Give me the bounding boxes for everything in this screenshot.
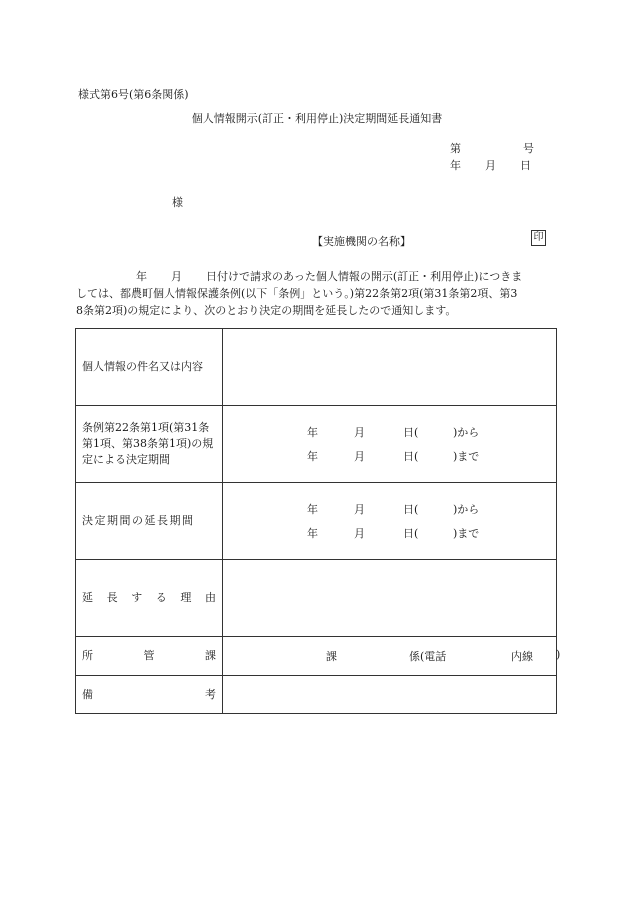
agency-name: 【実施機関の名称】 bbox=[312, 235, 411, 248]
table-row-remarks bbox=[76, 676, 557, 714]
period-day: 日( bbox=[403, 503, 419, 516]
decision-period-until bbox=[223, 448, 556, 464]
extension-period-label: 決定期間の延長期間 bbox=[76, 483, 223, 560]
period-year: 年 bbox=[307, 426, 318, 439]
decision-period-label: 条例第22条第1項(第31条第1項、第38条第1項)の規定による決定期間 bbox=[76, 406, 223, 483]
period-until: )まで bbox=[453, 527, 480, 540]
period-year: 年 bbox=[307, 503, 318, 516]
remarks-label: 備 考 bbox=[76, 676, 223, 714]
body-line-1-text: 日付けで請求のあった個人情報の開示(訂正・利用停止)につきま bbox=[206, 270, 523, 283]
body-line-2: しては、都農町個人情報保護条例(以下「条例」という。)第22条第2項(第31条第2項、第3 bbox=[76, 287, 518, 300]
body-line-1 bbox=[76, 268, 558, 285]
issue-date-day: 日 bbox=[520, 159, 531, 172]
form-number-label: 様式第6号(第6条関係) bbox=[78, 88, 189, 101]
period-month: 月 bbox=[354, 503, 365, 516]
extension-period-from bbox=[223, 501, 556, 517]
extension-period-value bbox=[223, 483, 557, 560]
department-value bbox=[223, 637, 561, 676]
issue-date-month: 月 bbox=[485, 159, 496, 172]
notice-body bbox=[76, 268, 558, 319]
decision-period-from bbox=[223, 424, 556, 440]
table-row-decision-period bbox=[76, 406, 557, 483]
period-year: 年 bbox=[307, 527, 318, 540]
body-year: 年 bbox=[136, 270, 147, 283]
document-number bbox=[450, 140, 534, 156]
notice-table bbox=[75, 328, 561, 714]
addressee: 様 bbox=[172, 196, 183, 209]
period-from: )から bbox=[453, 503, 480, 516]
issue-date-year: 年 bbox=[450, 159, 461, 172]
table-row-reason bbox=[76, 560, 557, 637]
period-from: )から bbox=[453, 426, 480, 439]
period-month: 月 bbox=[354, 450, 365, 463]
period-until: )まで bbox=[453, 450, 480, 463]
document-title: 個人情報開示(訂正・利用停止)決定期間延長通知書 bbox=[191, 112, 443, 125]
dept-section: 課 bbox=[326, 650, 337, 663]
issue-date bbox=[450, 157, 531, 173]
seal-mark: 印 bbox=[531, 230, 546, 246]
subject-value bbox=[223, 329, 557, 406]
period-month: 月 bbox=[354, 527, 365, 540]
body-line-3: 8条第2項)の規定により、次のとおり決定の期間を延長したので通知します。 bbox=[76, 304, 457, 317]
department-label: 所 管 課 bbox=[76, 637, 223, 676]
period-month: 月 bbox=[354, 426, 365, 439]
period-year: 年 bbox=[307, 450, 318, 463]
body-month: 月 bbox=[171, 270, 182, 283]
document-number-prefix: 第 bbox=[450, 142, 461, 155]
subject-label: 個人情報の件名又は内容 bbox=[76, 329, 223, 406]
period-day: 日( bbox=[403, 426, 419, 439]
table-row-subject bbox=[76, 329, 557, 406]
period-day: 日( bbox=[403, 527, 419, 540]
extension-period-until bbox=[223, 525, 556, 541]
reason-label: 延 長 す る 理 由 bbox=[76, 560, 223, 637]
table-row-department bbox=[76, 637, 557, 676]
document-number-suffix: 号 bbox=[523, 142, 534, 155]
dept-subsection: 係(電話 bbox=[409, 650, 447, 663]
reason-value bbox=[223, 560, 557, 637]
table-row-extension-period bbox=[76, 483, 557, 560]
decision-period-value bbox=[223, 406, 557, 483]
remarks-value bbox=[223, 676, 557, 714]
dept-extension: 内線 bbox=[511, 650, 533, 663]
dept-close: ) bbox=[556, 648, 561, 661]
period-day: 日( bbox=[403, 450, 419, 463]
